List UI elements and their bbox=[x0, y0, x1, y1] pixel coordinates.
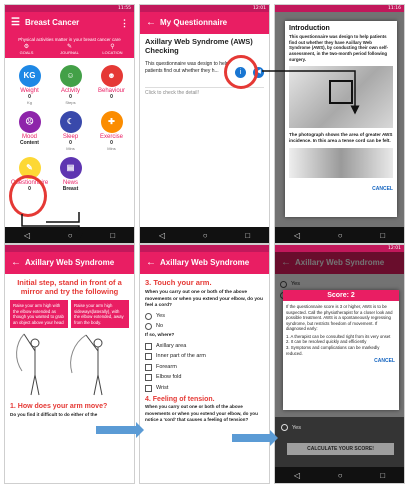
tile-label: Activity bbox=[60, 88, 80, 94]
questionnaire-icon: ✎ bbox=[19, 157, 41, 179]
tile-label: Weight bbox=[20, 88, 39, 94]
tab-label: LOCATION bbox=[102, 50, 123, 55]
intro-title: Introduction bbox=[289, 25, 330, 32]
option-no-label: No bbox=[156, 322, 164, 329]
overflow-icon[interactable]: ⋮ bbox=[120, 18, 129, 28]
exercise-icon: ✚ bbox=[101, 111, 123, 133]
area-label: Forearm bbox=[156, 363, 177, 370]
detail-link[interactable]: Click to check the detail! bbox=[145, 87, 264, 97]
tile-value: 0 bbox=[28, 186, 31, 192]
news-icon: ▤ bbox=[60, 157, 82, 179]
tile-label: Questionnaire bbox=[10, 180, 49, 186]
tab-label: JOURNAL bbox=[60, 50, 79, 55]
bottom-yes-label: Yes bbox=[292, 424, 301, 431]
speaker-icon[interactable]: ◀ bbox=[253, 67, 264, 78]
recents-nav-icon[interactable]: □ bbox=[380, 470, 386, 480]
where-label: If so, where? bbox=[145, 333, 175, 339]
location-icon: ⚲ bbox=[110, 44, 115, 50]
tile-value: Breast bbox=[62, 186, 79, 192]
tile-label: Exercise bbox=[99, 134, 123, 140]
instruction-card-1: Raise your arm high with the elbow extended as though you wanted to grab an object above your head bbox=[10, 300, 68, 328]
area-label: Wrist bbox=[156, 384, 169, 391]
tile-unit: Mins bbox=[66, 146, 75, 151]
tile-label: Mood bbox=[21, 134, 37, 140]
page-title: My Questionnaire bbox=[160, 18, 228, 27]
aws-summary: This questionnaire was design to help patients find out whether they h... bbox=[145, 61, 229, 74]
recents-nav-icon[interactable]: □ bbox=[380, 230, 386, 240]
page-title: Axillary Web Syndrome bbox=[25, 258, 115, 267]
banner-text: Physical activities matter in your breast cancer care bbox=[18, 37, 121, 42]
area-label: Elbow fold bbox=[156, 374, 182, 381]
cancel-button[interactable]: CANCEL bbox=[372, 185, 393, 192]
question-4: 4. Feeling of tension. bbox=[145, 395, 215, 403]
connector-questionnaire-to-step bbox=[46, 212, 79, 222]
step-heading: Initial step, stand in front of a mirror and try the following bbox=[17, 278, 122, 296]
tile-label: News bbox=[62, 180, 78, 186]
recents-nav-icon[interactable]: □ bbox=[110, 230, 116, 240]
home-nav-icon[interactable]: ○ bbox=[337, 470, 343, 480]
tile-unit: Steps bbox=[65, 100, 76, 105]
goals-icon: ⚙ bbox=[23, 44, 30, 50]
tile-value: 0 bbox=[110, 94, 113, 100]
result-point: 1. A therapist can be consulted right from its very onset bbox=[286, 333, 391, 339]
mood-icon: ☹ bbox=[19, 111, 41, 133]
back-nav-icon[interactable]: ◁ bbox=[293, 230, 301, 240]
connector-info-to-intro bbox=[262, 71, 355, 113]
back-nav-icon[interactable]: ◁ bbox=[293, 470, 301, 480]
status-bar: 11:16 bbox=[275, 5, 404, 12]
instruction-card-2: Raise your arm high sideways(laterally), with the elbow extended, away from the body. bbox=[71, 300, 129, 328]
behaviour-icon: ☻ bbox=[101, 65, 123, 87]
tile-value: 0 bbox=[110, 140, 113, 146]
aws-heading: Axillary Web Syndrome (AWS) Checking bbox=[145, 37, 253, 55]
tile-value: Content bbox=[20, 140, 39, 146]
cancel-button[interactable]: CANCEL bbox=[374, 358, 395, 365]
back-arrow-icon[interactable]: ← bbox=[11, 257, 21, 268]
result-body: If the questionnaire score is 3 or higher, AWS is to be suspected. Call the physiotherapist for a closer look and possible treatment. AWS is a spontaneously regressing syndrome, but restricts freedom of movement. If diagnosed early: bbox=[286, 304, 393, 332]
recents-nav-icon[interactable]: □ bbox=[245, 230, 251, 240]
question-1-sub: Do you find it difficult to do either of the bbox=[10, 411, 98, 417]
back-nav-icon[interactable]: ◁ bbox=[23, 230, 31, 240]
back-nav-icon[interactable]: ◁ bbox=[158, 230, 166, 240]
connector-down-to-row2 bbox=[22, 214, 79, 239]
result-point: 2. It can be resolved quickly and efficiently bbox=[286, 339, 367, 345]
intro-body: This questionnaire was design to help patients find out whether they have Axillary Web Syndrome (AWS), by conducting their own self-assessment, in the two-month period following surgery. bbox=[289, 34, 389, 62]
tile-label: Sleep bbox=[62, 134, 79, 140]
result-point: 3. Symptoms and complications can be markedly reduced. bbox=[286, 345, 380, 356]
back-arrow-icon[interactable]: ← bbox=[146, 17, 156, 28]
tile-unit: Kg bbox=[27, 100, 32, 105]
flow-arrow-blue-1 bbox=[96, 426, 136, 434]
weight-icon: KG bbox=[19, 65, 41, 87]
tab-label: GOALS bbox=[19, 50, 34, 55]
question-4-body: When you carry out one or both of the above movements or when you extend your elbow, do you notice a 'cord' that causes a feeling of tension? bbox=[145, 404, 258, 422]
option-yes-label: Yes bbox=[156, 312, 165, 319]
home-nav-icon[interactable]: ○ bbox=[67, 230, 73, 240]
calculate-score-button[interactable]: CALCULATE YOUR SCORE! bbox=[287, 443, 394, 455]
page-title: Breast Cancer bbox=[25, 18, 80, 27]
status-bar: 11:55 bbox=[5, 5, 134, 12]
sleep-icon: ☾ bbox=[60, 111, 82, 133]
home-nav-icon[interactable]: ○ bbox=[337, 230, 343, 240]
home-nav-icon[interactable]: ○ bbox=[202, 230, 208, 240]
journal-icon: ✎ bbox=[66, 44, 73, 50]
tile-unit: Mins bbox=[107, 146, 116, 151]
question-3: 3. Touch your arm. bbox=[145, 278, 212, 287]
question-1: 1. How does your arm move? bbox=[10, 403, 108, 411]
score-title: Score: 2 bbox=[283, 290, 399, 301]
flow-arrow-blue-2 bbox=[232, 434, 270, 442]
menu-icon[interactable]: ☰ bbox=[11, 17, 20, 28]
activity-icon: ☺ bbox=[60, 65, 82, 87]
tile-value: 0 bbox=[28, 94, 31, 100]
photo-caption: The photograph shows the area of greater AWS incidence. In this area a tense cord can be felt. bbox=[289, 132, 393, 143]
tile-value: 0 bbox=[69, 140, 72, 146]
area-label: Axillary area bbox=[156, 342, 187, 349]
tile-label: Behaviour bbox=[97, 88, 126, 94]
status-bar: 12:01 bbox=[140, 5, 269, 12]
back-arrow-icon[interactable]: ← bbox=[146, 257, 156, 268]
question-3-body: When you carry out one or both of the above movements or when you extend your elbow, do you feel a cord? bbox=[145, 290, 263, 309]
status-bar: 12:01 bbox=[275, 245, 404, 252]
page-title: Axillary Web Syndrome bbox=[160, 258, 250, 267]
area-label: Inner part of the arm bbox=[156, 353, 206, 360]
tile-value: 0 bbox=[69, 94, 72, 100]
info-icon[interactable]: i bbox=[235, 67, 246, 78]
